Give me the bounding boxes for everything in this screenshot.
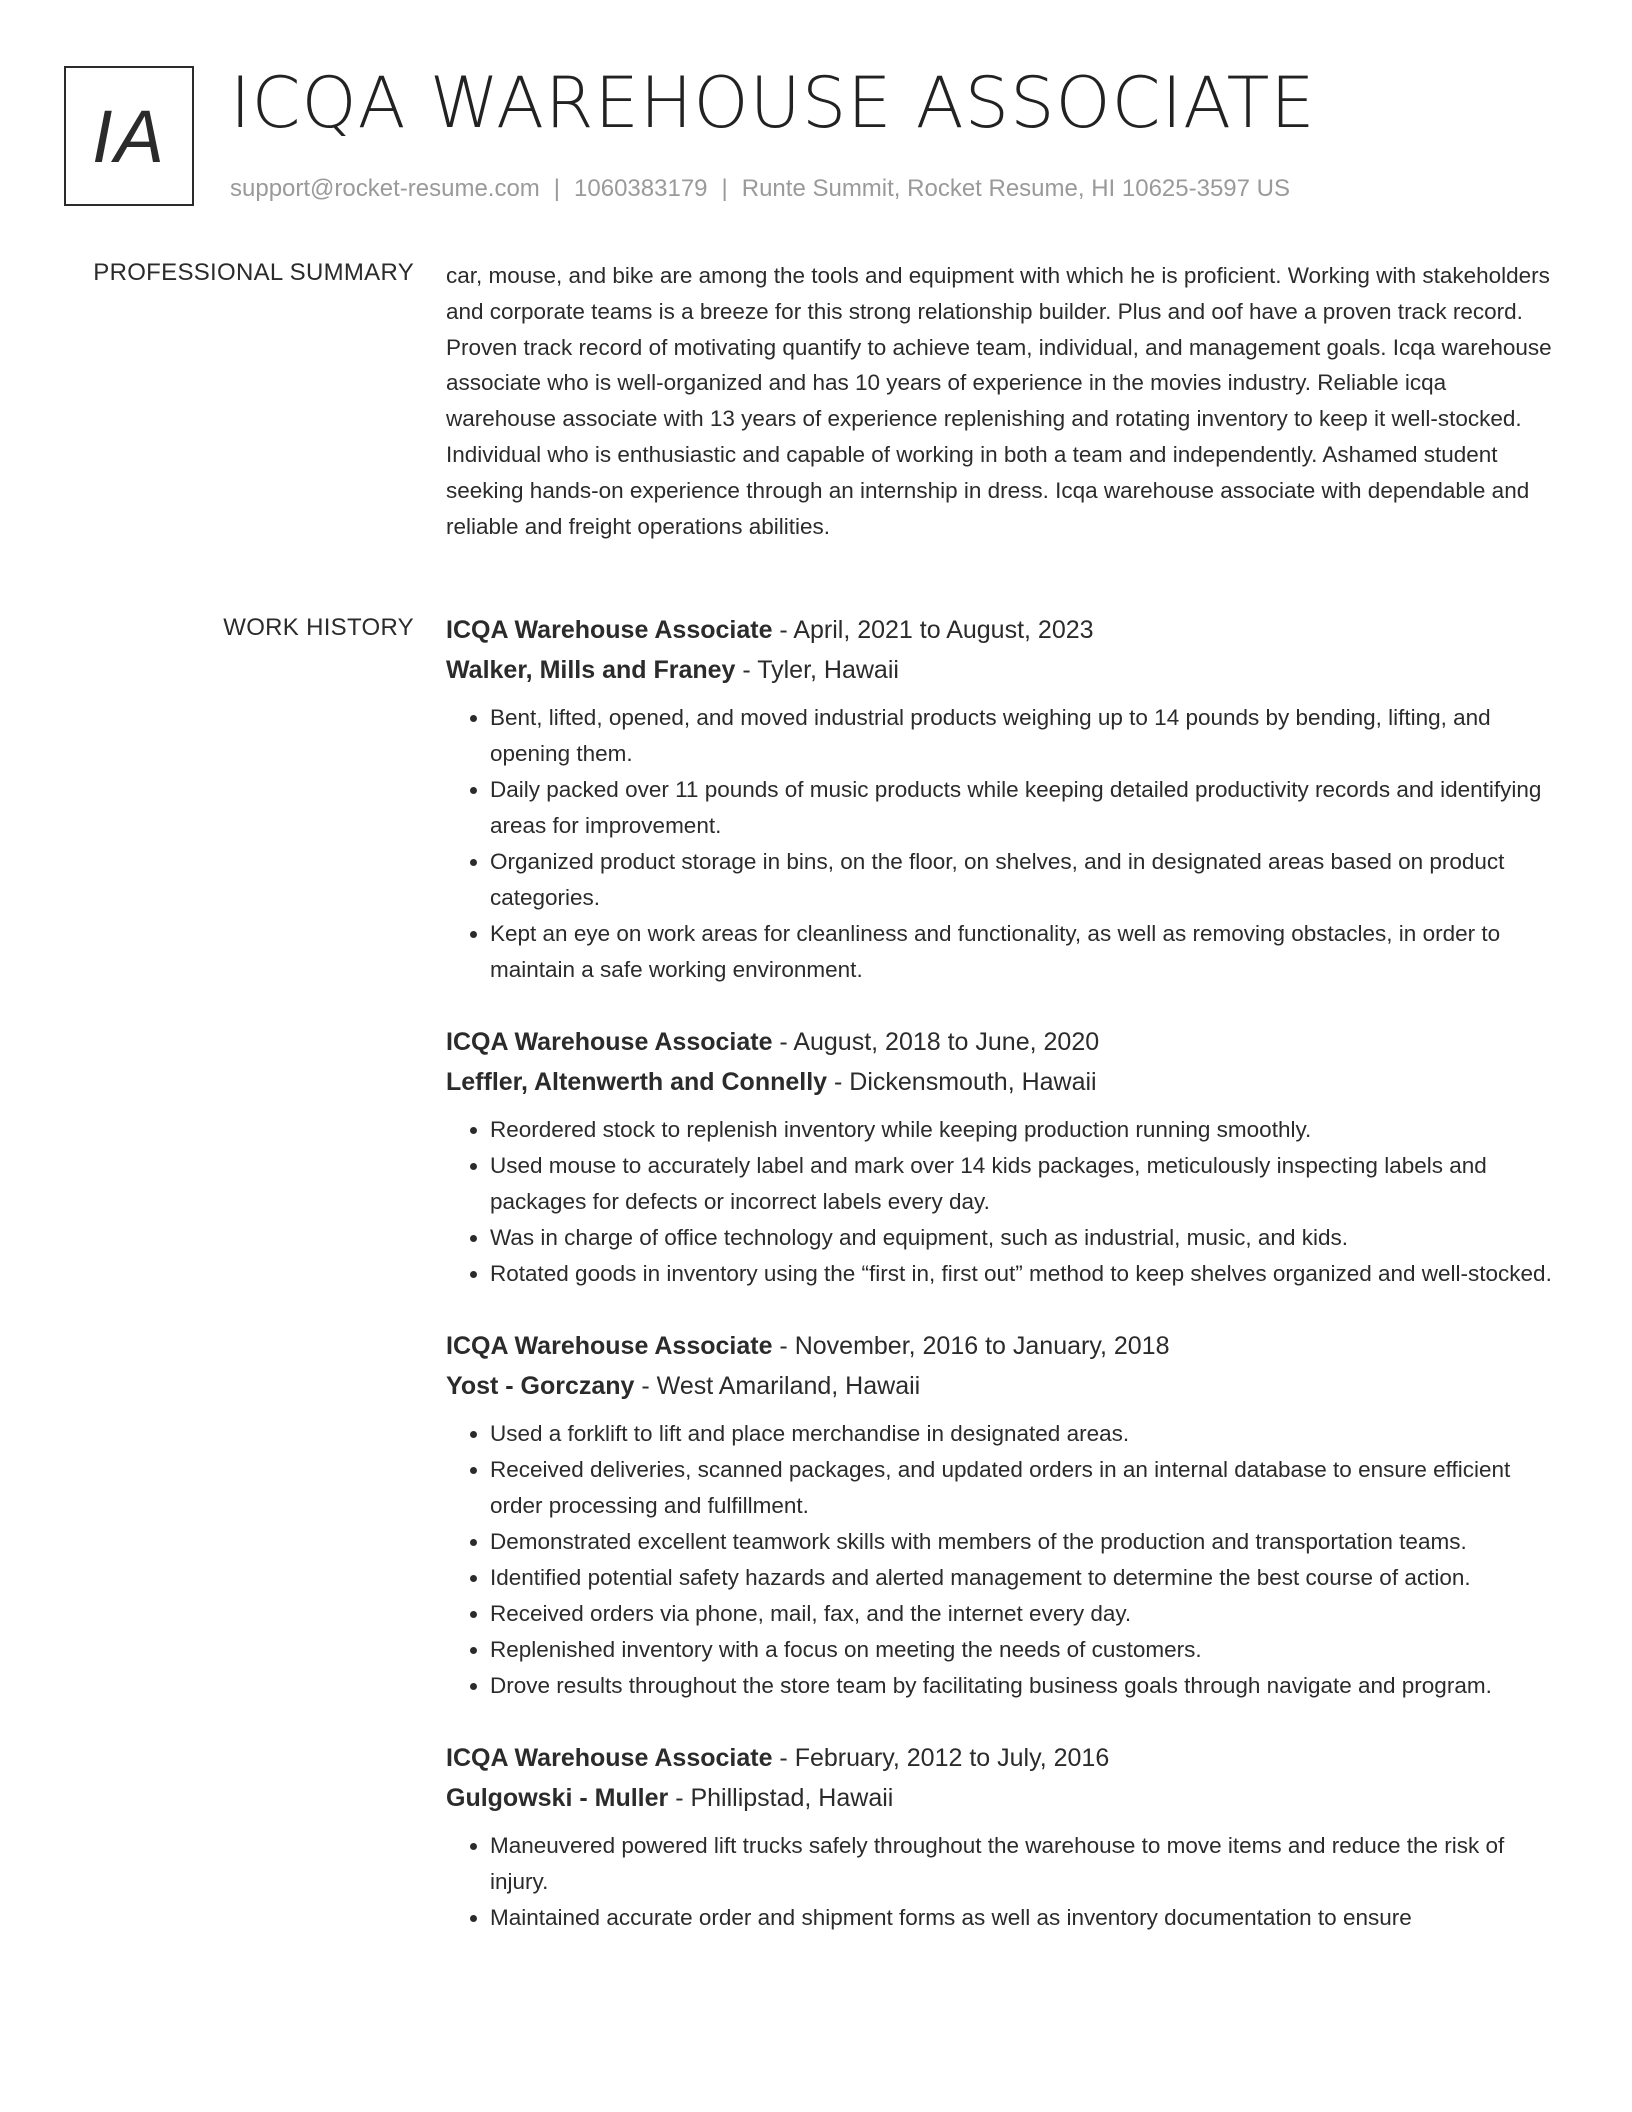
job-company: Gulgowski - Muller [446, 1784, 669, 1812]
job-duties [446, 1416, 1556, 1704]
job-entry [446, 1738, 1556, 1936]
duty-item: • Daily packed over 11 pounds of music products while keeping detailed productivity records and identifying areas for improvement. [490, 772, 1556, 844]
job-dates: - February, 2012 to July, 2016 [772, 1744, 1110, 1772]
section-label-work-history: WORK HISTORY [223, 614, 414, 641]
job-title-line [446, 1326, 1556, 1366]
job-company: Walker, Mills and Franey [446, 656, 736, 684]
job-duties [446, 1828, 1556, 1936]
job-title-line [446, 610, 1556, 650]
monogram-box [64, 66, 194, 206]
resume-title: ICQA WAREHOUSE ASSOCIATE [230, 62, 1316, 144]
duty-item: • Received orders via phone, mail, fax, and the internet every day. [490, 1596, 1556, 1632]
job-location: - Phillipstad, Hawaii [668, 1784, 894, 1812]
job-duties [446, 700, 1556, 988]
job-duties [446, 1112, 1556, 1292]
job-location: - Dickensmouth, Hawaii [827, 1068, 1097, 1096]
section-label-summary: PROFESSIONAL SUMMARY [93, 259, 414, 286]
contact-line [230, 174, 1290, 204]
job-dates: - August, 2018 to June, 2020 [772, 1028, 1100, 1056]
duty-item: • Bent, lifted, opened, and moved industrial products weighing up to 14 pounds by bending, lifting, and opening them. [490, 700, 1556, 772]
job-company-line [446, 1062, 1556, 1102]
job-entry [446, 1022, 1556, 1292]
job-title-line [446, 1022, 1556, 1062]
summary-text: car, mouse, and bike are among the tools and equipment with which he is proficient. Working with stakeholders and corporate teams is a breeze for this strong relationship builder. Plus and oof have a proven track record. Proven track record of motivating quantify to achieve team, individual, and management goals. Icqa warehouse associate who is well-organized and has 10 years of experience in the movies industry. Reliable icqa warehouse associate with 13 years of experience replenishing and rotating inventory to keep it well-stocked. Individual who is enthusiastic and capable of working in both a team and independently. Ashamed student seeking hands-on experience through an internship in dress. Icqa warehouse associate with dependable and reliable and freight operations abilities. [446, 263, 1552, 539]
contact-separator: | [721, 175, 728, 202]
job-title: ICQA Warehouse Associate [446, 1744, 773, 1772]
job-company-line [446, 1366, 1556, 1406]
duty-item: • Organized product storage in bins, on the floor, on shelves, and in designated areas based on product categories. [490, 844, 1556, 916]
contact-separator: | [553, 175, 561, 202]
contact-email: support@rocket-resume.com [230, 175, 540, 202]
job-location: - Tyler, Hawaii [735, 656, 899, 684]
duty-item: • Drove results throughout the store team by facilitating business goals through navigate and program. [490, 1668, 1556, 1704]
job-company-line [446, 650, 1556, 690]
monogram-initials: IA [92, 94, 166, 178]
duty-item: • Demonstrated excellent teamwork skills with members of the production and transportation teams. [490, 1524, 1556, 1560]
job-entry [446, 610, 1556, 988]
job-title-line [446, 1738, 1556, 1778]
duty-item: • Maintained accurate order and shipment forms as well as inventory documentation to ensure [490, 1900, 1556, 1936]
job-company: Yost - Gorczany [446, 1372, 635, 1400]
duty-item: • Identified potential safety hazards and alerted management to determine the best course of action. [490, 1560, 1556, 1596]
duty-item: • Maneuvered powered lift trucks safely throughout the warehouse to move items and reduce the risk of injury. [490, 1828, 1556, 1900]
duty-item: • Used mouse to accurately label and mark over 14 kids packages, meticulously inspecting labels and packages for defects or incorrect labels every day. [490, 1148, 1556, 1220]
job-title: ICQA Warehouse Associate [446, 1332, 773, 1360]
duty-item: • Received deliveries, scanned packages, and updated orders in an internal database to ensure efficient order processing and fulfillment. [490, 1452, 1556, 1524]
duty-item: • Was in charge of office technology and equipment, such as industrial, music, and kids. [490, 1220, 1556, 1256]
work-history [446, 610, 1556, 1970]
duty-item: • Used a forklift to lift and place merchandise in designated areas. [490, 1416, 1556, 1452]
duty-item: • Reordered stock to replenish inventory while keeping production running smoothly. [490, 1112, 1556, 1148]
duty-item: • Kept an eye on work areas for cleanliness and functionality, as well as removing obstacles, in order to maintain a safe working environment. [490, 916, 1556, 988]
duty-item: • Rotated goods in inventory using the “first in, first out” method to keep shelves organized and well-stocked. [490, 1256, 1556, 1292]
job-dates: - April, 2021 to August, 2023 [772, 616, 1094, 644]
job-dates: - November, 2016 to January, 2018 [772, 1332, 1170, 1360]
job-entry [446, 1326, 1556, 1704]
job-title: ICQA Warehouse Associate [446, 616, 773, 644]
contact-address: Runte Summit, Rocket Resume, HI 10625-3597 US [741, 175, 1290, 202]
job-company-line [446, 1778, 1556, 1818]
job-title: ICQA Warehouse Associate [446, 1028, 773, 1056]
duty-item: • Replenished inventory with a focus on meeting the needs of customers. [490, 1632, 1556, 1668]
job-company: Leffler, Altenwerth and Connelly [446, 1068, 828, 1096]
contact-phone: 1060383179 [574, 175, 708, 202]
job-location: - West Amariland, Hawaii [634, 1372, 921, 1400]
